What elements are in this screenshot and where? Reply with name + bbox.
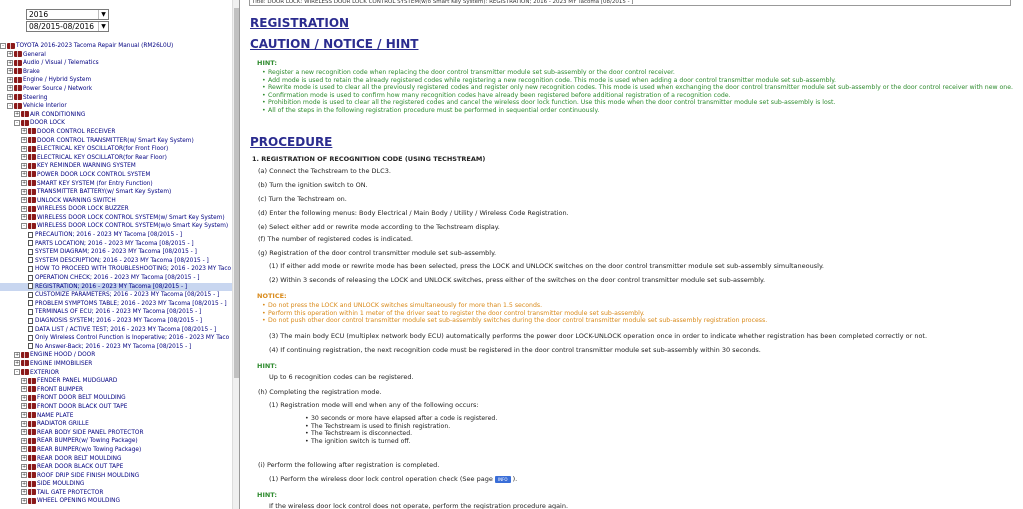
- tree-item[interactable]: [0, 214, 232, 223]
- tree-item[interactable]: [0, 437, 232, 446]
- tree-item-label: CUSTOMIZE PARAMETERS; 2016 - 2023 MY Tacoma [08/2015 - ]: [35, 292, 220, 299]
- tree-item[interactable]: [0, 334, 232, 343]
- step-g3: (3) The main body ECU (multiplex network body ECU) automatically performs the power door LOCK-UNLOCK operation once in order to indicate whether registration has been completed correctly or not.: [269, 332, 928, 340]
- step-c: (c) Turn the Techstream on.: [258, 195, 347, 203]
- collapse-icon[interactable]: -: [14, 369, 20, 375]
- tree-item[interactable]: [0, 317, 232, 326]
- tree-item[interactable]: [0, 274, 232, 283]
- book-icon: [21, 120, 29, 126]
- tree-item-label: REAR BODY SIDE PANEL PROTECTOR: [37, 429, 144, 436]
- document-icon: [28, 335, 33, 341]
- step-b: (b) Turn the ignition switch to ON.: [258, 181, 368, 189]
- expand-icon[interactable]: +: [8, 51, 13, 58]
- tree-item[interactable]: [0, 128, 232, 137]
- tree-item-label: PROBLEM SYMPTOMS TABLE; 2016 - 2023 MY Tacoma [08/2015 - ]: [35, 300, 227, 307]
- expand-icon[interactable]: +: [22, 446, 27, 453]
- book-icon: [28, 472, 36, 478]
- expand-icon[interactable]: +: [22, 128, 27, 135]
- tree-item-label: Power Source / Network: [23, 85, 93, 92]
- h1-list: [311, 415, 811, 445]
- book-icon: [21, 360, 29, 366]
- tree-item-label: UNLOCK WARNING SWITCH: [37, 197, 116, 204]
- book-icon: [21, 352, 29, 358]
- book-icon: [14, 77, 22, 83]
- step-1-title: 1. REGISTRATION OF RECOGNITION CODE (USING TECHSTREAM): [252, 155, 486, 163]
- hint-item: • All of the steps in the following registration procedure must be performed in sequential order continuously.: [268, 107, 1023, 115]
- tree-item-label: DOOR LOCK: [30, 120, 65, 127]
- book-icon: [21, 111, 29, 117]
- step-i1-end: ).: [512, 475, 518, 483]
- h1-item: • The Techstream is disconnected.: [311, 430, 811, 438]
- tree-item[interactable]: [0, 497, 232, 506]
- book-icon: [28, 197, 36, 203]
- document-icon: [28, 292, 33, 298]
- document-title-bar: Title: DOOR LOCK: WIRELESS DOOR LOCK CONTROL SYSTEM(w/o Smart Key System): REGISTRATION; 2016 - 2023 MY Tacoma [08/2015 - ]: [249, 0, 1011, 6]
- expand-icon[interactable]: +: [8, 59, 13, 66]
- tree-item[interactable]: [0, 171, 232, 180]
- manual-tree: [0, 42, 232, 506]
- expand-icon[interactable]: +: [22, 412, 27, 419]
- tree-item-label: PRECAUTION; 2016 - 2023 MY Tacoma [08/2015 - ]: [35, 232, 183, 239]
- expand-icon[interactable]: +: [8, 94, 13, 101]
- expand-icon[interactable]: +: [8, 68, 13, 75]
- book-icon: [28, 180, 36, 186]
- book-icon: [28, 214, 36, 220]
- tree-item[interactable]: [0, 59, 232, 68]
- book-icon: [28, 489, 36, 495]
- step-i: (i) Perform the following after registration is completed.: [258, 461, 440, 469]
- tree-item-label: REAR BUMPER(w/o Towing Package): [37, 446, 142, 453]
- step-a: (a) Connect the Techstream to the DLC3.: [258, 167, 391, 175]
- book-icon: [28, 163, 36, 169]
- document-icon: [28, 343, 33, 349]
- book-icon: [28, 438, 36, 444]
- book-icon: [28, 498, 36, 504]
- tree-item-label: Brake: [23, 68, 40, 75]
- tree-item-label: FRONT DOOR BELT MOULDING: [37, 395, 126, 402]
- tree-item-label: TERMINALS OF ECU; 2016 - 2023 MY Tacoma [08/2015 - ]: [35, 309, 202, 316]
- notice-item: • Do not press the LOCK and UNLOCK switches simultaneously for more than 1.5 seconds.: [268, 302, 1023, 310]
- document-icon: [28, 257, 33, 263]
- tree-item[interactable]: [0, 205, 232, 214]
- book-icon: [7, 43, 15, 49]
- tree-item-label: OPERATION CHECK; 2016 - 2023 MY Tacoma [08/2015 - ]: [35, 275, 200, 282]
- hint-label-3: HINT:: [257, 491, 277, 499]
- tree-item-label: FRONT BUMPER: [37, 386, 84, 393]
- tree-item-label: REAR DOOR BLACK OUT TAPE: [37, 464, 124, 471]
- expand-icon[interactable]: +: [15, 111, 20, 118]
- h1-item: • 30 seconds or more have elapsed after a code is registered.: [311, 415, 811, 423]
- notice-item: • Perform this operation within 1 meter of the driver seat to register the door control transmitter module set sub-assembly.: [268, 310, 1023, 318]
- book-icon: [28, 395, 36, 401]
- tree-item[interactable]: [0, 394, 232, 403]
- expand-icon[interactable]: +: [22, 171, 27, 178]
- tree-item[interactable]: [0, 291, 232, 300]
- book-icon: [28, 412, 36, 418]
- tree-item-label: SIDE MOULDING: [37, 481, 85, 488]
- h1-item: • The Techstream is used to finish registration.: [311, 423, 811, 431]
- year-select-value: 2016: [29, 10, 49, 19]
- document-pane: [241, 0, 1023, 509]
- tree-item[interactable]: [0, 351, 232, 360]
- collapse-icon[interactable]: -: [21, 223, 27, 229]
- tree-item[interactable]: [0, 154, 232, 163]
- tree-item[interactable]: [0, 102, 232, 111]
- hint-label: HINT:: [257, 59, 277, 67]
- expand-icon[interactable]: +: [22, 489, 27, 496]
- expand-icon[interactable]: +: [22, 197, 27, 204]
- tree-item[interactable]: [0, 188, 232, 197]
- tree-item[interactable]: [0, 76, 232, 85]
- tree-item-label: ENGINE HOOD / DOOR: [30, 352, 96, 359]
- tree-item-label: WHEEL OPENING MOULDING: [37, 498, 120, 505]
- tree-item[interactable]: [0, 343, 232, 352]
- book-icon: [21, 369, 29, 375]
- tree-item-label: NAME PLATE: [37, 412, 74, 419]
- nav-scrollbar[interactable]: [232, 0, 240, 509]
- chevron-down-icon[interactable]: ▼: [98, 22, 108, 31]
- document-icon: [28, 309, 33, 315]
- step-g: (g) Registration of the door control transmitter module set sub-assembly.: [258, 249, 497, 257]
- tree-item-label: SMART KEY SYSTEM (for Entry Function): [37, 180, 153, 187]
- expand-icon[interactable]: +: [22, 394, 27, 401]
- expand-icon[interactable]: +: [22, 480, 27, 487]
- tree-item[interactable]: [0, 480, 232, 489]
- document-icon: [28, 283, 33, 289]
- tree-item-label: REAR BUMPER(w/ Towing Package): [37, 438, 138, 445]
- tree-item[interactable]: [0, 248, 232, 257]
- book-icon: [14, 68, 22, 74]
- tree-item[interactable]: [0, 111, 232, 120]
- tree-item-label: DIAGNOSIS SYSTEM; 2016 - 2023 MY Tacoma [08/2015 - ]: [35, 318, 203, 324]
- tree-item[interactable]: [0, 489, 232, 498]
- expand-icon[interactable]: +: [22, 180, 27, 186]
- heading-procedure: PROCEDURE: [250, 135, 333, 149]
- tree-item[interactable]: [0, 360, 232, 369]
- tree-item-label: ELECTRICAL KEY OSCILLATOR(for Rear Floor): [37, 154, 167, 161]
- tree-item-label: ENGINE IMMOBILISER: [30, 360, 93, 367]
- year-select[interactable]: [26, 9, 109, 20]
- expand-icon[interactable]: +: [22, 420, 27, 427]
- tree-item[interactable]: [0, 162, 232, 171]
- tree-item-label: DOOR CONTROL RECEIVER: [37, 128, 116, 135]
- expand-icon[interactable]: +: [22, 472, 27, 479]
- step-g4: (4) If continuing registration, the next recognition code must be registered in the door control transmitter module set sub-assembly within 30 seconds.: [269, 346, 761, 354]
- expand-icon[interactable]: +: [22, 437, 27, 444]
- tree-item-label: Only Wireless Control Function is Inoperative; 2016 - 2023 MY Taco: [35, 335, 230, 342]
- book-icon: [14, 51, 22, 57]
- document-icon: [28, 240, 33, 246]
- expand-icon[interactable]: +: [8, 85, 13, 92]
- book-icon: [28, 137, 36, 143]
- document-icon: [28, 249, 33, 255]
- tree-item[interactable]: [0, 240, 232, 249]
- book-icon: [14, 94, 22, 100]
- tree-item-label: REAR DOOR BELT MOULDING: [37, 455, 122, 462]
- document-icon: [28, 300, 33, 306]
- notice-item: • Do not push other door control transmitter module set sub-assembly switches during the door control transmitter module set sub-assembly registration process.: [268, 317, 1023, 325]
- book-icon: [28, 481, 36, 487]
- book-icon: [28, 146, 36, 152]
- book-icon: [28, 171, 36, 177]
- tree-item-label: WIRELESS DOOR LOCK BUZZER: [37, 206, 129, 213]
- chevron-down-icon[interactable]: ▼: [98, 10, 108, 19]
- tree-item[interactable]: [0, 94, 232, 103]
- tree-item[interactable]: [0, 429, 232, 438]
- info-page-link[interactable]: INFO: [495, 476, 511, 483]
- collapse-icon[interactable]: -: [7, 103, 13, 109]
- tree-item[interactable]: [0, 180, 232, 189]
- notice-list: [268, 302, 1023, 325]
- hint-label-2: HINT:: [257, 362, 277, 370]
- tree-item[interactable]: [0, 283, 232, 292]
- tree-item[interactable]: [0, 369, 232, 378]
- h1-item: • The ignition switch is turned off.: [311, 438, 811, 446]
- expand-icon[interactable]: +: [22, 429, 27, 436]
- book-icon: [28, 223, 36, 229]
- expand-icon[interactable]: +: [22, 403, 27, 410]
- step-g1: (1) If either add mode or rewrite mode has been selected, press the LOCK and UNLOCK switches on the door control transmitter module set sub-assembly simultaneously.: [269, 262, 824, 270]
- tree-item[interactable]: [0, 412, 232, 421]
- document-icon: [28, 326, 33, 332]
- tree-item[interactable]: [0, 455, 232, 464]
- tree-item[interactable]: [0, 386, 232, 395]
- tree-item-label: POWER DOOR LOCK CONTROL SYSTEM: [37, 171, 151, 178]
- tree-item-label: KEY REMINDER WARNING SYSTEM: [37, 163, 136, 170]
- hint-list: [268, 69, 1023, 115]
- hint-item: • Prohibition mode is used to clear all the registered codes and cancel the wireless door lock function. Use this mode when the door control transmitter module set sub-assembly is lost.: [268, 99, 1023, 107]
- tree-item[interactable]: [0, 137, 232, 146]
- tree-item[interactable]: [0, 420, 232, 429]
- tree-item[interactable]: [0, 472, 232, 481]
- book-icon: [14, 103, 22, 109]
- document-icon: [28, 266, 33, 272]
- tree-item[interactable]: [0, 231, 232, 240]
- tree-item[interactable]: [0, 222, 232, 231]
- step-g2: (2) Within 3 seconds of releasing the LOCK and UNLOCK switches, press either of the switches on the door control transmitter module set sub-assembly.: [269, 276, 766, 284]
- expand-icon[interactable]: +: [8, 76, 13, 83]
- tree-item-label: ROOF DRIP SIDE FINISH MOULDING: [37, 472, 140, 479]
- tree-item-label: No Answer-Back; 2016 - 2023 MY Tacoma [08/2015 - ]: [35, 343, 192, 350]
- tree-item-label: Vehicle Interior: [23, 103, 67, 110]
- tree-item-label: WIRELESS DOOR LOCK CONTROL SYSTEM(w/o Smart Key System): [37, 223, 229, 230]
- expand-icon[interactable]: +: [15, 351, 20, 358]
- tree-item-label: General: [23, 51, 46, 58]
- expand-icon[interactable]: +: [22, 154, 27, 161]
- expand-icon[interactable]: +: [22, 145, 27, 152]
- tree-item-label: EXTERIOR: [30, 369, 60, 376]
- tree-item[interactable]: [0, 197, 232, 206]
- hint-item: • Rewrite mode is used to clear all the previously registered codes and register only new recognition codes. This mode is used when exchanging the door control transmitter module set sub-assembly or the door control receiver with new one.: [268, 84, 1023, 92]
- tree-item-label: TOYOTA 2016-2023 Tacoma Repair Manual (RM26L0U): [16, 43, 174, 49]
- heading-caution: CAUTION / NOTICE / HINT: [250, 37, 419, 51]
- tree-item-label: AIR CONDITIONING: [30, 111, 86, 118]
- book-icon: [28, 378, 36, 384]
- tree-item-label: ELECTRICAL KEY OSCILLATOR(for Front Floor): [37, 146, 169, 153]
- step-d: (d) Enter the following menus: Body Electrical / Main Body / Utility / Wireless Code Registration.: [258, 209, 569, 217]
- heading-registration: REGISTRATION: [250, 16, 350, 30]
- tree-item-label: Engine / Hybrid System: [23, 77, 92, 84]
- tree-item-label: WIRELESS DOOR LOCK CONTROL SYSTEM(w/ Smart Key System): [37, 214, 225, 221]
- collapse-icon[interactable]: -: [14, 120, 20, 126]
- expand-icon[interactable]: +: [22, 188, 27, 195]
- step-i1: [269, 475, 517, 483]
- tree-item[interactable]: [0, 377, 232, 386]
- expand-icon[interactable]: +: [22, 162, 27, 169]
- hint-item: • Register a new recognition code when replacing the door control transmitter module set sub-assembly or the door control receiver.: [268, 69, 1023, 77]
- tree-item-label: SYSTEM DESCRIPTION; 2016 - 2023 MY Tacoma [08/2015 - ]: [35, 257, 209, 264]
- expand-icon[interactable]: +: [22, 455, 27, 461]
- tree-item[interactable]: [0, 326, 232, 335]
- tree-item-label: DOOR CONTROL TRANSMITTER(w/ Smart Key System): [37, 137, 194, 144]
- tree-item-label: Steering: [23, 94, 48, 101]
- expand-icon[interactable]: +: [15, 360, 20, 367]
- expand-icon[interactable]: +: [22, 386, 27, 393]
- tree-item[interactable]: [0, 446, 232, 455]
- step-h1: (1) Registration mode will end when any of the following occurs:: [269, 401, 479, 409]
- tree-item-label: FENDER PANEL MUDGUARD: [37, 378, 118, 385]
- step-e: (e) Select either add or rewrite mode according to the Techstream display.: [258, 223, 500, 231]
- book-icon: [28, 386, 36, 392]
- book-icon: [28, 154, 36, 160]
- tree-item-label: FRONT DOOR BLACK OUT TAPE: [37, 403, 128, 410]
- tree-item[interactable]: [0, 85, 232, 94]
- book-icon: [14, 60, 22, 66]
- tree-item[interactable]: [0, 308, 232, 317]
- hint-text-3: If the wireless door lock control does not operate, perform the registration procedure again.: [269, 502, 569, 509]
- tree-item-label: PARTS LOCATION; 2016 - 2023 MY Tacoma [08/2015 - ]: [35, 240, 194, 247]
- expand-icon[interactable]: +: [22, 214, 27, 221]
- book-icon: [28, 403, 36, 409]
- expand-icon[interactable]: +: [22, 377, 27, 384]
- navigation-pane: [0, 0, 240, 509]
- tree-item[interactable]: [0, 42, 232, 51]
- tree-item[interactable]: [0, 403, 232, 412]
- step-f: (f) The number of registered codes is indicated.: [258, 235, 414, 243]
- period-select-value: 08/2015-08/2016: [29, 22, 95, 31]
- tree-item-label: HOW TO PROCEED WITH TROUBLESHOOTING; 2016 - 2023 MY Taco: [35, 266, 232, 273]
- tree-item[interactable]: [0, 119, 232, 128]
- book-icon: [28, 189, 36, 195]
- period-select[interactable]: [26, 21, 109, 32]
- tree-item-label: Audio / Visual / Telematics: [23, 60, 99, 67]
- book-icon: [28, 421, 36, 427]
- scrollbar-thumb[interactable]: [234, 8, 240, 378]
- expand-icon[interactable]: +: [22, 463, 27, 470]
- expand-icon[interactable]: +: [22, 137, 27, 144]
- document-icon: [28, 275, 33, 281]
- tree-item[interactable]: [0, 463, 232, 472]
- book-icon: [28, 464, 36, 470]
- collapse-icon[interactable]: -: [0, 43, 6, 49]
- notice-label: NOTICE:: [257, 292, 287, 300]
- tree-item-label: SYSTEM DIAGRAM; 2016 - 2023 MY Tacoma [08/2015 - ]: [35, 249, 197, 256]
- book-icon: [28, 206, 36, 212]
- book-icon: [28, 429, 36, 435]
- step-h: (h) Completing the registration mode.: [258, 388, 382, 396]
- tree-item-label: TRANSMITTER BATTERY(w/ Smart Key System): [37, 189, 172, 196]
- tree-item[interactable]: [0, 257, 232, 266]
- hint-text-2: Up to 6 recognition codes can be registered.: [269, 373, 414, 381]
- expand-icon[interactable]: +: [22, 205, 27, 212]
- book-icon: [28, 446, 36, 452]
- book-icon: [14, 85, 22, 91]
- tree-item[interactable]: [0, 68, 232, 77]
- book-icon: [28, 128, 36, 134]
- tree-item[interactable]: [0, 51, 232, 60]
- hint-item: • Confirmation mode is used to confirm how many recognition codes have already been registered before additional registration of a recognition code.: [268, 92, 1023, 100]
- tree-item[interactable]: [0, 265, 232, 274]
- tree-item-label: REGISTRATION; 2016 - 2023 MY Tacoma [08/2015 - ]: [35, 283, 188, 290]
- step-i1-text: (1) Perform the wireless door lock control operation check (See page: [269, 475, 493, 483]
- expand-icon[interactable]: +: [22, 497, 27, 504]
- tree-item[interactable]: [0, 300, 232, 309]
- tree-item-label: RADIATOR GRILLE: [37, 421, 89, 428]
- tree-item-label: TAIL GATE PROTECTOR: [37, 489, 104, 496]
- tree-item-label: DATA LIST / ACTIVE TEST; 2016 - 2023 MY Tacoma [08/2015 - ]: [35, 326, 217, 333]
- document-icon: [28, 318, 33, 324]
- document-icon: [28, 232, 33, 238]
- tree-item[interactable]: [0, 145, 232, 154]
- hint-item: • Add mode is used to retain the already registered codes while registering a new recognition code. This mode is used when adding a door control transmitter module set sub-assembly.: [268, 77, 1023, 85]
- book-icon: [28, 455, 36, 461]
